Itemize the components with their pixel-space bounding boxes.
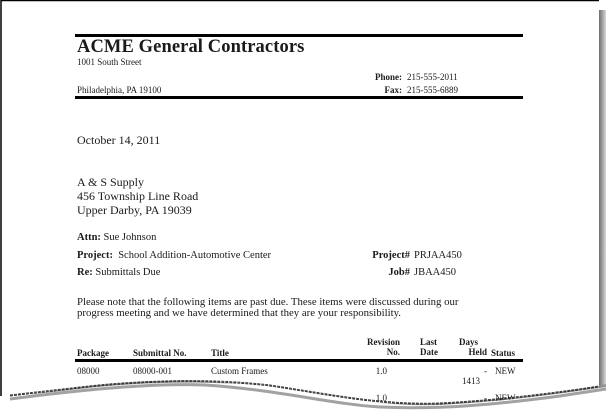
header-last-line2: Date bbox=[420, 347, 438, 357]
cell-status: NEW bbox=[495, 393, 516, 403]
body-line-1: Please note that the following items are past due. These items were discussed during our bbox=[77, 296, 459, 308]
company-city: Philadelphia, PA 19100 bbox=[77, 85, 162, 95]
company-street: 1001 South Street bbox=[77, 57, 142, 67]
header-title: Title bbox=[211, 348, 229, 358]
project-number-label-text: Project# bbox=[372, 250, 410, 261]
header-revision-line1: Revision bbox=[366, 337, 400, 347]
cell-title: Custom Frames bbox=[211, 366, 268, 376]
attn-label: Attn: bbox=[77, 232, 101, 243]
cell-revision: 1.0 bbox=[375, 393, 387, 403]
attn-value: Sue Johnson bbox=[103, 232, 157, 243]
cell-package: 08000 bbox=[77, 366, 100, 376]
header-package: Package bbox=[77, 348, 109, 358]
header-last-line1: Last bbox=[420, 337, 438, 347]
phone-number: 215-555-2011 bbox=[407, 72, 458, 82]
cell-revision: 1.0 bbox=[375, 366, 387, 376]
project-value: School Addition-Automotive Center bbox=[118, 250, 272, 261]
job-number-label-text: Job# bbox=[388, 267, 410, 278]
header-status: Status bbox=[491, 348, 516, 358]
re-label: Re: bbox=[77, 267, 93, 278]
phone-label-text: Phone: bbox=[375, 72, 402, 82]
header-submittal-no: Submittal No. bbox=[133, 348, 187, 358]
cell-days-dash: - bbox=[484, 393, 487, 403]
fax-label-text: Fax: bbox=[384, 85, 402, 95]
recipient-name: A & S Supply bbox=[77, 175, 145, 189]
job-number: JBAA450 bbox=[414, 267, 457, 278]
project-label: Project: bbox=[77, 250, 113, 261]
fax-number: 215-555-6889 bbox=[407, 85, 458, 95]
company-name: ACME General Contractors bbox=[77, 37, 305, 57]
recipient-city: Upper Darby, PA 19039 bbox=[77, 203, 192, 217]
re-value: Submittals Due bbox=[95, 267, 161, 278]
letter-date: October 14, 2011 bbox=[77, 133, 161, 147]
cell-days-dash: - bbox=[484, 366, 487, 376]
recipient-street: 456 Township Line Road bbox=[77, 189, 199, 203]
cell-status: NEW bbox=[495, 366, 516, 376]
header-revision-line2: No. bbox=[386, 347, 400, 357]
project-number: PRJAA450 bbox=[414, 250, 462, 261]
header-days-line1: Days bbox=[459, 337, 479, 347]
cell-submittal-no: 08000-001 bbox=[133, 366, 172, 376]
header-days-line2: Held bbox=[468, 347, 487, 357]
cell-days-held: 1413 bbox=[462, 376, 480, 386]
body-line-2: progress meeting and we have determined that they are your responsibility. bbox=[77, 307, 402, 319]
